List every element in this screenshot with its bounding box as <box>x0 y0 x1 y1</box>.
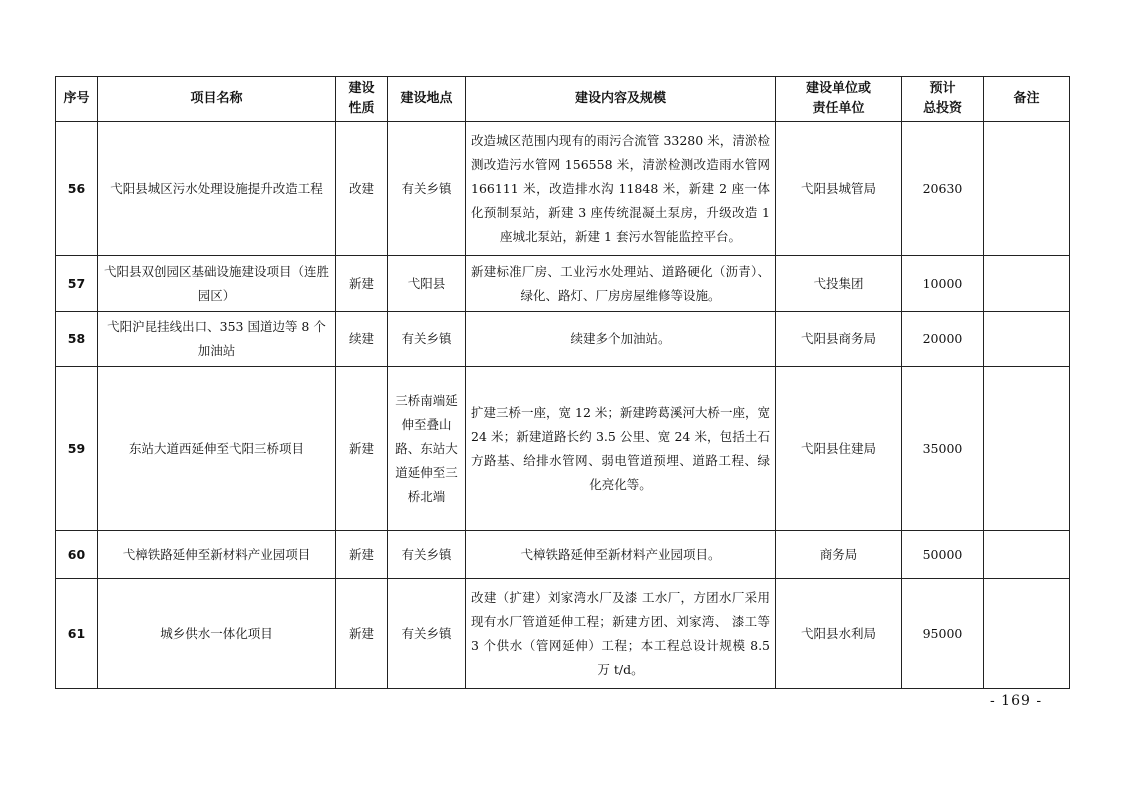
cell-investment: 35000 <box>902 367 984 531</box>
cell-investment: 50000 <box>902 531 984 579</box>
cell-name: 城乡供水一体化项目 <box>98 579 336 689</box>
cell-seq: 57 <box>56 256 98 312</box>
header-seq: 序号 <box>56 77 98 122</box>
cell-name: 弋樟铁路延伸至新材料产业园项目 <box>98 531 336 579</box>
cell-nature: 新建 <box>336 256 388 312</box>
table-row <box>56 312 1070 367</box>
cell-unit: 弋阳县水利局 <box>776 579 902 689</box>
header-row <box>56 77 1070 122</box>
cell-investment: 20000 <box>902 312 984 367</box>
cell-location: 有关乡镇 <box>388 312 466 367</box>
cell-nature: 续建 <box>336 312 388 367</box>
cell-content: 新建标准厂房、工业污水处理站、道路硬化（沥青）、绿化、路灯、厂房房屋维修等设施。 <box>466 256 776 312</box>
cell-name: 弋阳县城区污水处理设施提升改造工程 <box>98 122 336 256</box>
cell-location: 弋阳县 <box>388 256 466 312</box>
table-row <box>56 531 1070 579</box>
cell-nature: 改建 <box>336 122 388 256</box>
cell-unit: 弋阳县城管局 <box>776 122 902 256</box>
cell-content: 改建（扩建）刘家湾水厂及漆 工水厂，方团水厂采用现有水厂管道延伸工程；新建方团、刘家湾、 漆工等 3 个供水（管网延伸）工程；本工程总设计规模 8.5 万 t/d。 <box>466 579 776 689</box>
cell-name: 弋阳沪昆挂线出口、353 国道边等 8 个加油站 <box>98 312 336 367</box>
page-number: - 169 - <box>990 693 1043 709</box>
cell-seq: 59 <box>56 367 98 531</box>
cell-content: 弋樟铁路延伸至新材料产业园项目。 <box>466 531 776 579</box>
project-table <box>55 76 1070 689</box>
header-content: 建设内容及规模 <box>466 77 776 122</box>
header-unit: 建设单位或 责任单位 <box>776 77 902 122</box>
cell-seq: 56 <box>56 122 98 256</box>
cell-name: 东站大道西延伸至弋阳三桥项目 <box>98 367 336 531</box>
cell-location: 有关乡镇 <box>388 122 466 256</box>
cell-investment: 95000 <box>902 579 984 689</box>
cell-remark <box>984 122 1070 256</box>
cell-name: 弋阳县双创园区基础设施建设项目（连胜园区） <box>98 256 336 312</box>
cell-seq: 61 <box>56 579 98 689</box>
cell-nature: 新建 <box>336 531 388 579</box>
cell-location: 有关乡镇 <box>388 531 466 579</box>
header-remark: 备注 <box>984 77 1070 122</box>
cell-seq: 60 <box>56 531 98 579</box>
cell-seq: 58 <box>56 312 98 367</box>
cell-nature: 新建 <box>336 579 388 689</box>
cell-location: 三桥南端延伸至叠山路、东站大道延伸至三桥北端 <box>388 367 466 531</box>
cell-content: 改造城区范围内现有的雨污合流管 33280 米，清淤检测改造污水管网 156558 米，清淤检测改造雨水管网 166111 米，改造排水沟 11848 米，新建 2 座一体化预制泵站，新建 3 座传统混凝土泵房，升级改造 1 座城北泵站，新建 1 套污水智能监控平台。 <box>466 122 776 256</box>
cell-unit: 弋阳县商务局 <box>776 312 902 367</box>
cell-nature: 新建 <box>336 367 388 531</box>
cell-remark <box>984 367 1070 531</box>
header-nature: 建设 性质 <box>336 77 388 122</box>
cell-investment: 20630 <box>902 122 984 256</box>
cell-remark <box>984 256 1070 312</box>
cell-remark <box>984 579 1070 689</box>
cell-unit: 弋投集团 <box>776 256 902 312</box>
cell-location: 有关乡镇 <box>388 579 466 689</box>
cell-remark <box>984 531 1070 579</box>
cell-investment: 10000 <box>902 256 984 312</box>
table-row <box>56 579 1070 689</box>
cell-content: 续建多个加油站。 <box>466 312 776 367</box>
header-investment: 预计 总投资 <box>902 77 984 122</box>
table-row <box>56 256 1070 312</box>
cell-unit: 弋阳县住建局 <box>776 367 902 531</box>
cell-remark <box>984 312 1070 367</box>
table-row <box>56 122 1070 256</box>
cell-unit: 商务局 <box>776 531 902 579</box>
cell-content: 扩建三桥一座，宽 12 米；新建跨葛溪河大桥一座，宽 24 米；新建道路长约 3.5 公里、宽 24 米，包括土石方路基、给排水管网、弱电管道预埋、道路工程、绿化亮化等。 <box>466 367 776 531</box>
header-name: 项目名称 <box>98 77 336 122</box>
header-location: 建设地点 <box>388 77 466 122</box>
table-row <box>56 367 1070 531</box>
